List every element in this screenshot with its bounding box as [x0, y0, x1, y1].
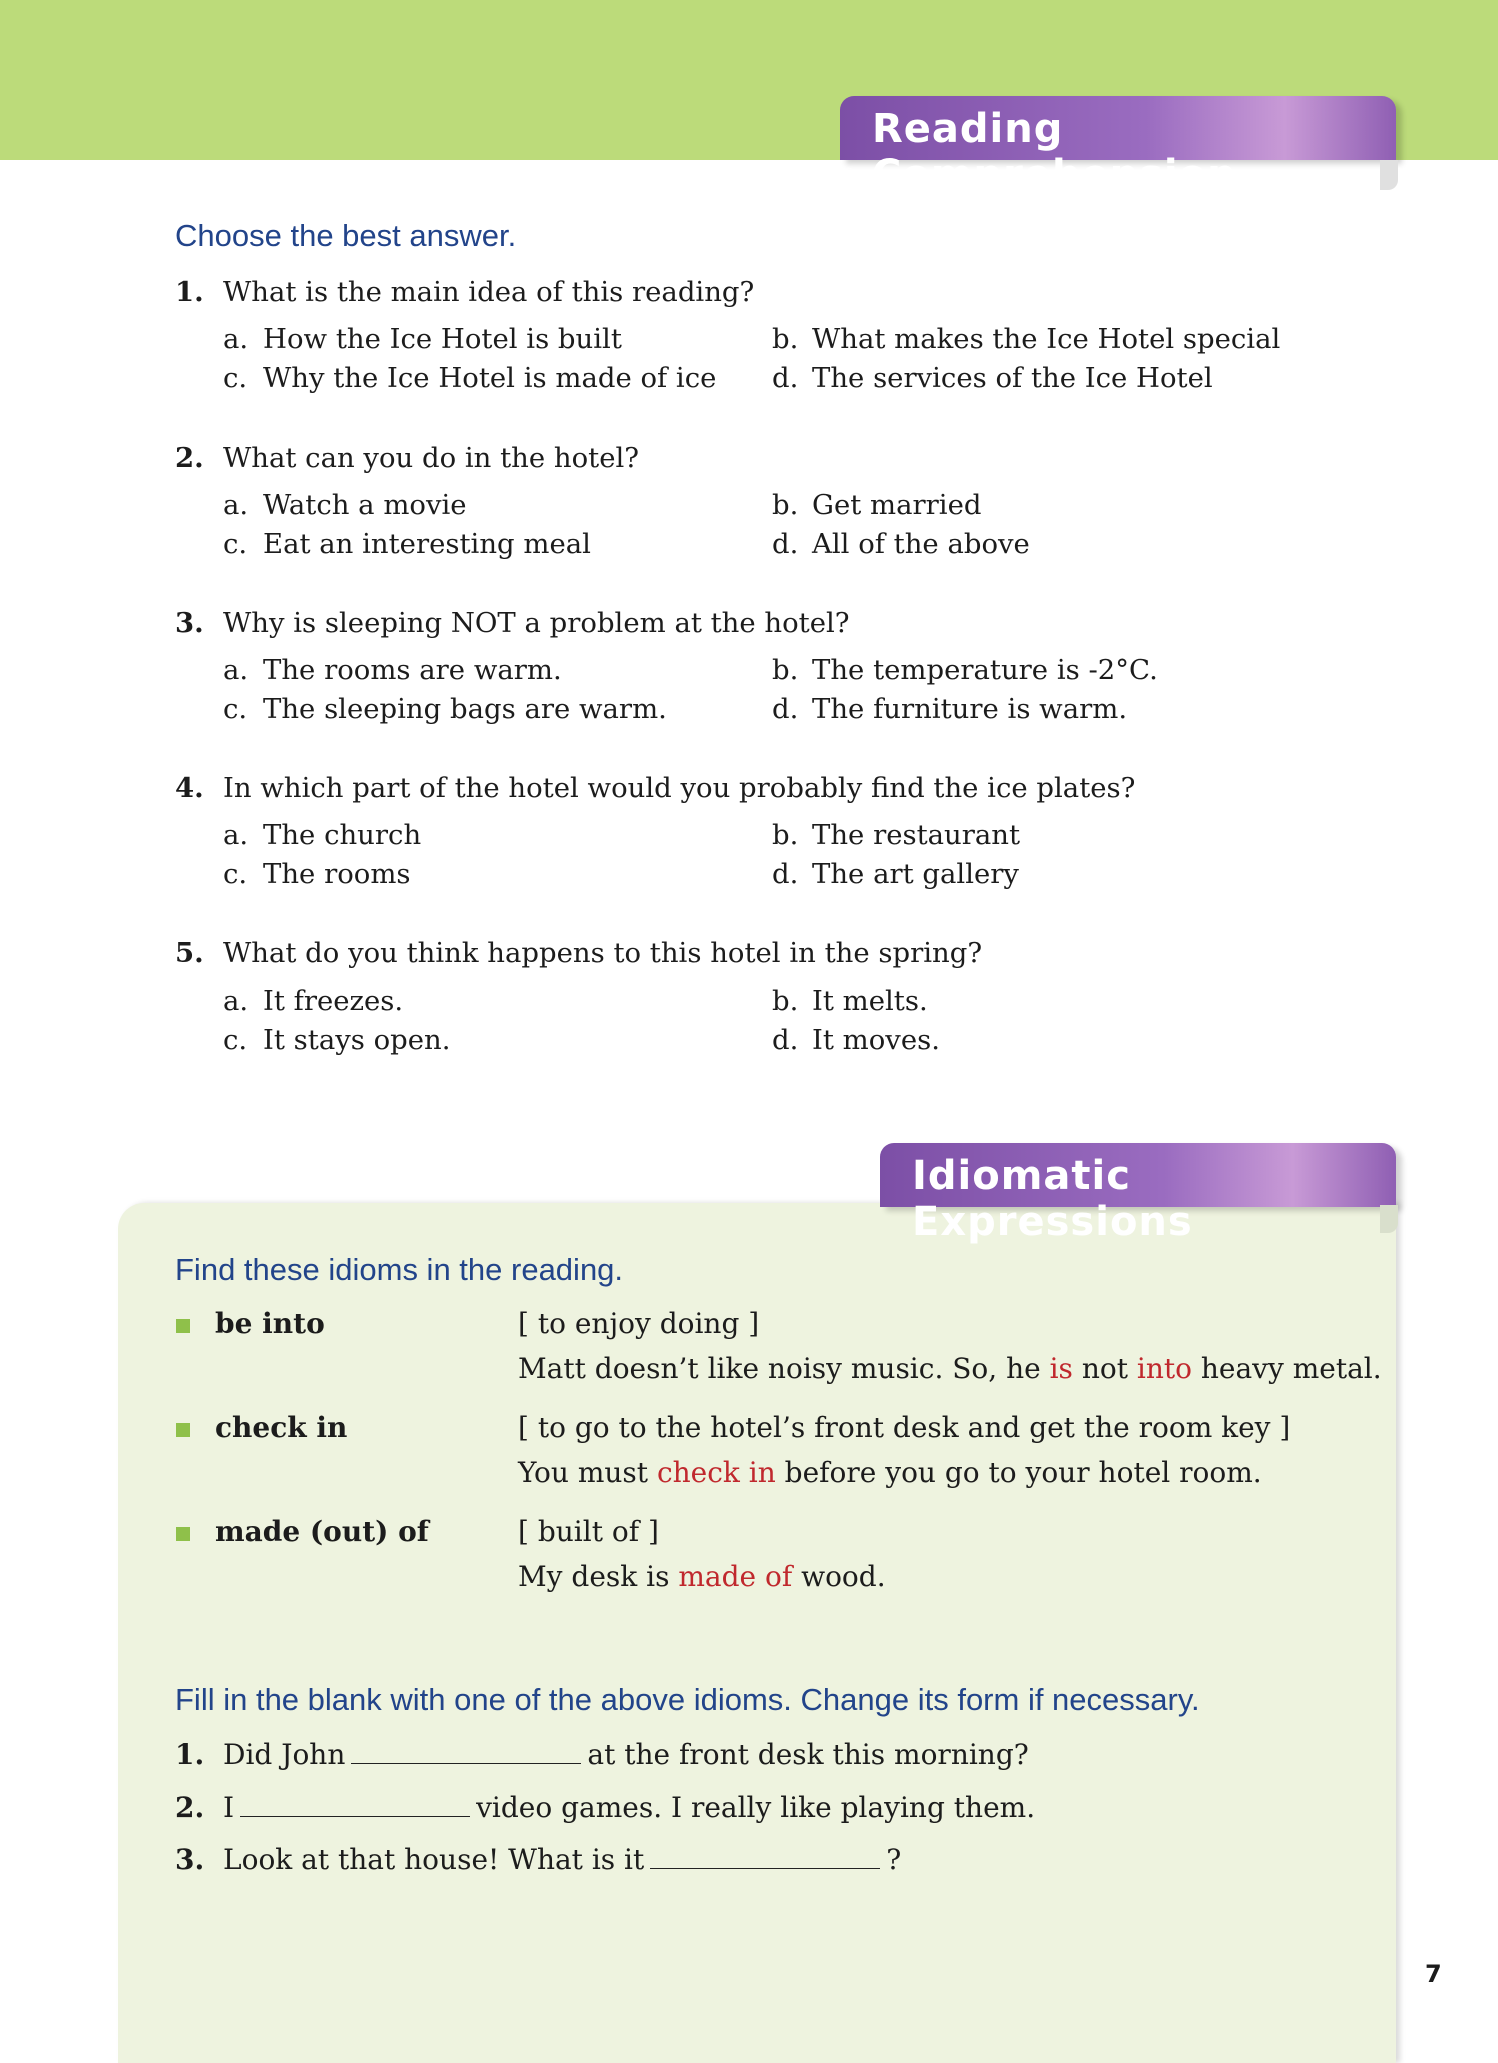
option-letter: c. — [223, 1024, 248, 1056]
question-text: What do you think happens to this hotel in the spring? — [223, 937, 983, 969]
option-3c[interactable] — [223, 693, 667, 725]
question-text: Why is sleeping NOT a problem at the hotel? — [223, 607, 850, 639]
option-text: It melts. — [812, 985, 928, 1017]
option-text: It stays open. — [263, 1024, 451, 1056]
option-3d[interactable] — [772, 693, 1127, 725]
option-1c[interactable] — [223, 362, 716, 394]
option-3a[interactable] — [223, 654, 562, 686]
question-2 — [175, 442, 639, 474]
idiom-term: be into — [215, 1307, 325, 1340]
option-text: The church — [263, 819, 422, 851]
question-number: 2. — [175, 442, 204, 474]
option-text: The rooms are warm. — [263, 654, 562, 686]
option-letter: b. — [772, 985, 799, 1017]
question-4 — [175, 772, 1135, 804]
tab-shadow — [1380, 1205, 1398, 1233]
fill-item-1: 1. Did John at the front desk this morning? — [175, 1738, 1029, 1771]
option-text: Watch a movie — [263, 489, 467, 521]
option-text: The furniture is warm. — [812, 693, 1128, 725]
reading-comprehension-tab: Reading Comprehension — [840, 96, 1396, 160]
fill-item-3: 3. Look at that house! What is it ? — [175, 1843, 902, 1876]
option-letter: d. — [772, 693, 799, 725]
tab-shadow — [1380, 160, 1398, 190]
option-1b[interactable] — [772, 323, 1280, 355]
option-text: The sleeping bags are warm. — [263, 693, 667, 725]
instruction-choose: Choose the best answer. — [175, 218, 517, 253]
option-text: It freezes. — [263, 985, 404, 1017]
fill-item-2: 2. I video games. I really like playing them. — [175, 1791, 1036, 1824]
option-1a[interactable] — [223, 323, 622, 355]
option-text: Why the Ice Hotel is made of ice — [263, 362, 717, 394]
question-5 — [175, 937, 982, 969]
option-5c[interactable] — [223, 1024, 451, 1056]
option-letter: c. — [223, 528, 248, 560]
question-number: 3. — [175, 607, 204, 639]
question-number: 5. — [175, 937, 204, 969]
option-text: It moves. — [812, 1024, 940, 1056]
question-1 — [175, 276, 754, 308]
idiom-definition: [ to enjoy doing ] — [518, 1307, 760, 1340]
option-5d[interactable] — [772, 1024, 940, 1056]
option-text: All of the above — [812, 528, 1030, 560]
instruction-fill-blank: Fill in the blank with one of the above idioms. Change its form if necessary. — [175, 1682, 1200, 1717]
option-letter: c. — [223, 858, 248, 890]
option-letter: b. — [772, 654, 799, 686]
option-2c[interactable] — [223, 528, 591, 560]
idiom-term: check in — [215, 1411, 348, 1444]
option-text: How the Ice Hotel is built — [263, 323, 622, 355]
page-number: 7 — [1425, 1960, 1442, 1988]
option-text: The rooms — [263, 858, 411, 890]
question-text: What is the main idea of this reading? — [223, 276, 755, 308]
option-letter: a. — [223, 654, 249, 686]
idiom-example: You must check in before you go to your hotel room. — [518, 1456, 1262, 1489]
option-1d[interactable] — [772, 362, 1213, 394]
option-letter: a. — [223, 985, 249, 1017]
idiom-definition: [ built of ] — [518, 1515, 659, 1548]
idiom-example: My desk is made of wood. — [518, 1560, 886, 1593]
option-text: The services of the Ice Hotel — [812, 362, 1213, 394]
question-text: What can you do in the hotel? — [223, 442, 640, 474]
option-letter: a. — [223, 819, 249, 851]
option-text: Get married — [812, 489, 982, 521]
option-5a[interactable] — [223, 985, 403, 1017]
option-letter: b. — [772, 819, 799, 851]
idiom-term: made (out) of — [215, 1515, 429, 1548]
idiomatic-expressions-tab: Idiomatic Expressions — [880, 1143, 1396, 1207]
idiom-definition: [ to go to the hotel’s front desk and get the room key ] — [518, 1411, 1291, 1444]
option-letter: a. — [223, 489, 249, 521]
option-5b[interactable] — [772, 985, 928, 1017]
option-4b[interactable] — [772, 819, 1020, 851]
answer-blank[interactable] — [240, 1794, 470, 1817]
option-text: The temperature is -2°C. — [812, 654, 1158, 686]
option-2d[interactable] — [772, 528, 1030, 560]
option-letter: a. — [223, 323, 249, 355]
option-letter: c. — [223, 362, 248, 394]
option-2a[interactable] — [223, 489, 467, 521]
option-text: What makes the Ice Hotel special — [812, 323, 1281, 355]
bullet-icon — [176, 1423, 190, 1437]
option-letter: c. — [223, 693, 248, 725]
answer-blank[interactable] — [351, 1741, 581, 1764]
option-letter: d. — [772, 362, 799, 394]
option-letter: d. — [772, 858, 799, 890]
instruction-find-idioms: Find these idioms in the reading. — [175, 1252, 624, 1287]
option-letter: d. — [772, 528, 799, 560]
option-letter: b. — [772, 489, 799, 521]
question-number: 1. — [175, 276, 204, 308]
bullet-icon — [176, 1527, 190, 1541]
option-text: Eat an interesting meal — [263, 528, 591, 560]
question-3 — [175, 607, 850, 639]
option-3b[interactable] — [772, 654, 1158, 686]
option-text: The art gallery — [812, 858, 1019, 890]
option-letter: b. — [772, 323, 799, 355]
option-4a[interactable] — [223, 819, 421, 851]
answer-blank[interactable] — [650, 1846, 880, 1869]
option-4d[interactable] — [772, 858, 1019, 890]
option-2b[interactable] — [772, 489, 981, 521]
idiom-example: Matt doesn’t like noisy music. So, he is not into heavy metal. — [518, 1352, 1382, 1385]
question-number: 4. — [175, 772, 204, 804]
option-letter: d. — [772, 1024, 799, 1056]
option-4c[interactable] — [223, 858, 411, 890]
question-text: In which part of the hotel would you probably find the ice plates? — [223, 772, 1136, 804]
option-text: The restaurant — [812, 819, 1021, 851]
bullet-icon — [176, 1319, 190, 1333]
